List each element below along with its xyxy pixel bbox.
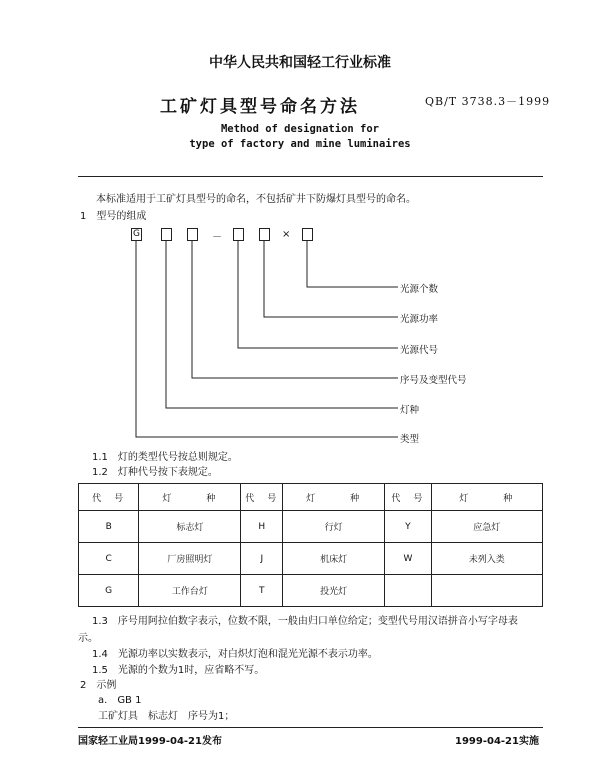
label-lamp-kind: 灯种 <box>400 405 420 416</box>
times-symbol: × <box>282 229 291 240</box>
clause-1-2-text: 灯种代号按下表规定。 <box>117 467 218 478</box>
table-cell: W <box>385 543 431 575</box>
table-header-row <box>79 484 543 511</box>
clause-1-1-text: 灯的类型代号按总则规定。 <box>117 452 238 463</box>
clause-1-2 <box>92 463 218 478</box>
standard-number: QB/T 3738.3－1999 <box>425 95 551 108</box>
clause-1-4-number: 1.4 <box>92 649 108 660</box>
table-header: 灯 种 <box>139 484 241 511</box>
example-line <box>98 691 141 706</box>
example-description: 工矿灯具 标志灯 序号为1； <box>98 711 235 722</box>
table-cell <box>431 575 542 607</box>
table-cell: C <box>79 543 139 575</box>
leader-source-code <box>238 241 398 348</box>
page-title: 工矿灯具型号命名方法 <box>160 97 360 117</box>
table-cell: 应急灯 <box>431 511 542 543</box>
table-header: 代 号 <box>385 484 431 511</box>
table-cell: Y <box>385 511 431 543</box>
table-cell: 工作台灯 <box>139 575 241 607</box>
table-cell: G <box>79 575 139 607</box>
clause-1-5-number: 1.5 <box>92 665 108 676</box>
english-title-line-2: type of factory and mine luminaires <box>189 138 411 150</box>
clause-1-2-number: 1.2 <box>92 467 108 478</box>
example-code: GB 1 <box>117 695 142 706</box>
section-2-heading <box>80 676 116 691</box>
table-cell: T <box>241 575 283 607</box>
label-serial-variant: 序号及变型代号 <box>400 375 467 386</box>
table-header: 代 号 <box>79 484 139 511</box>
table-row <box>79 511 543 543</box>
leader-source-count <box>307 241 398 287</box>
label-source-count: 光源个数 <box>400 284 439 295</box>
table-cell: 投光灯 <box>283 575 385 607</box>
clause-1-3-number: 1.3 <box>92 616 108 627</box>
footer-divider <box>78 727 543 728</box>
table-cell: 未列入类 <box>431 543 542 575</box>
type-code-box: G <box>131 228 142 241</box>
section-2-number: 2 <box>80 680 87 691</box>
section-1-title: 型号的组成 <box>96 211 147 222</box>
lamp-kind-code-table <box>78 483 543 607</box>
scope-paragraph: 本标准适用于工矿灯具型号的命名，不包括矿井下防爆灯具型号的命名。 <box>96 194 416 205</box>
label-type: 类型 <box>400 434 420 445</box>
leader-source-power <box>264 241 398 317</box>
table-cell: J <box>241 543 283 575</box>
clause-1-5-text: 光源的个数为1时，应省略不写。 <box>117 665 265 676</box>
table-cell <box>385 575 431 607</box>
implementation-date: 1999-04-21实施 <box>455 736 539 747</box>
release-info: 国家轻工业局1999-04-21发布 <box>78 736 222 747</box>
clause-1-3-text: 序号用阿拉伯数字表示，位数不限，一般由归口单位给定；变型代号用汉语拼音小写字母表 <box>117 616 518 627</box>
table-cell: 标志灯 <box>139 511 241 543</box>
clause-1-1 <box>92 448 238 463</box>
dash-symbol: － <box>212 232 222 243</box>
leader-serial <box>192 241 398 378</box>
table-row <box>79 543 543 575</box>
table-header: 灯 种 <box>283 484 385 511</box>
table-cell: H <box>241 511 283 543</box>
label-source-power: 光源功率 <box>400 314 439 325</box>
table-cell: B <box>79 511 139 543</box>
clause-1-1-number: 1.1 <box>92 452 108 463</box>
example-label: a. <box>98 695 108 706</box>
table-header: 灯 种 <box>431 484 542 511</box>
table-cell: 厂房照明灯 <box>139 543 241 575</box>
table-cell: 行灯 <box>283 511 385 543</box>
clause-1-3 <box>92 612 518 627</box>
clause-1-4-text: 光源功率以实数表示，对白炽灯泡和混光光源不表示功率。 <box>117 649 378 660</box>
clause-1-3-continuation: 示。 <box>78 633 98 644</box>
issuing-authority: 中华人民共和国轻工行业标准 <box>209 55 391 71</box>
clause-1-5 <box>92 661 264 676</box>
table-cell: 机床灯 <box>283 543 385 575</box>
leader-lamp-kind <box>166 241 398 408</box>
english-title-line-1: Method of designation for <box>220 123 380 135</box>
table-row <box>79 575 543 607</box>
section-2-title: 示例 <box>96 680 117 691</box>
table-header: 代 号 <box>241 484 283 511</box>
clause-1-4 <box>92 645 378 660</box>
label-source-code: 光源代号 <box>400 345 439 356</box>
section-1-number: 1 <box>80 211 87 222</box>
